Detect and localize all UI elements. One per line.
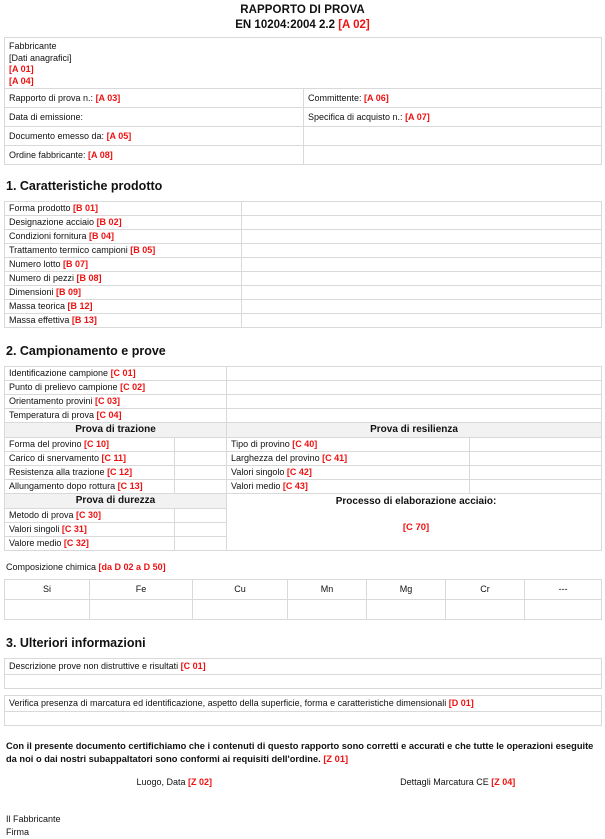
product-form-value[interactable] <box>242 202 602 216</box>
issued-by-label: Documento emesso da: <box>9 130 107 141</box>
chem-col-header: Mg <box>367 580 446 600</box>
footer-manufacturer-label: Il Fabbricante <box>6 814 61 824</box>
lot-number-label <box>5 258 242 272</box>
table-row <box>5 230 602 244</box>
table-row <box>5 696 602 712</box>
table-row <box>5 127 602 146</box>
manufacturer-label: Fabbricante <box>9 41 57 51</box>
table-row <box>5 258 602 272</box>
label-text: Trattamento termico campioni <box>9 245 131 255</box>
table-row <box>5 367 602 381</box>
chemical-composition-code: [da D 02 a D 50] <box>98 562 166 572</box>
place-date-code: [Z 02] <box>187 777 212 787</box>
client-cell <box>304 89 602 108</box>
label-text: Numero lotto <box>9 259 64 269</box>
steel-designation-label <box>5 216 242 230</box>
table-row <box>5 272 602 286</box>
chemical-composition-label <box>6 562 601 573</box>
section-1-heading: 1. Caratteristiche prodotto <box>6 179 163 193</box>
specimen-type-label <box>227 438 470 452</box>
table-header-row <box>5 580 602 600</box>
label-text: Valori singoli <box>9 524 62 534</box>
label-code: [C 02] <box>120 382 146 392</box>
marking-verification-label <box>5 696 602 712</box>
chem-value-cell[interactable] <box>193 600 288 620</box>
table-row <box>5 452 602 466</box>
label-code: [C 30] <box>76 510 102 520</box>
resilience-single-values-label <box>227 466 470 480</box>
label-text: Forma prodotto <box>9 203 74 213</box>
label-text: Massa effettiva <box>9 315 72 325</box>
specimen-shape-label <box>5 438 175 452</box>
label-text: Dimensioni <box>9 287 57 297</box>
ndt-description-label <box>5 659 602 675</box>
label-code: [C 01] <box>110 368 136 378</box>
tensile-strength-label <box>5 466 175 480</box>
table-row <box>5 466 602 480</box>
pieces-count-label <box>5 272 242 286</box>
label-code: [C 04] <box>96 410 122 420</box>
marking-verification-table <box>4 695 602 726</box>
tensile-test-header: Prova di trazione <box>5 423 227 438</box>
sampling-and-tests-table <box>4 366 602 551</box>
label-text: Punto di prelievo campione <box>9 382 121 392</box>
specimen-orientation-value[interactable] <box>227 395 602 409</box>
label-text: Temperatura di prova <box>9 410 97 420</box>
theoretical-mass-value[interactable] <box>242 300 602 314</box>
hardness-test-header: Prova di durezza <box>5 494 227 509</box>
label-code: [B 08] <box>76 273 102 283</box>
label-code: [C 40] <box>292 439 318 449</box>
document-subtitle <box>4 18 601 32</box>
hardness-mean-value-value[interactable] <box>175 537 227 551</box>
elongation-value[interactable] <box>175 480 227 494</box>
label-text: Identificazione campione <box>9 368 111 378</box>
manufacturer-sub-text: [Dati anagrafici] <box>9 52 72 63</box>
ce-marking-label: Dettagli Marcatura CE <box>400 777 492 787</box>
section-3-heading: 3. Ulteriori informazioni <box>6 636 146 650</box>
issue-date-cell <box>5 108 304 127</box>
theoretical-mass-label <box>5 300 242 314</box>
document-standard-code: [A 02] <box>338 19 370 31</box>
resilience-single-values-value[interactable] <box>470 466 602 480</box>
label-code: [C 31] <box>61 524 87 534</box>
sampling-point-label <box>5 381 227 395</box>
label-code: [C 42] <box>286 467 312 477</box>
elongation-label <box>5 480 175 494</box>
table-row <box>5 202 602 216</box>
issue-date-label: Data di emissione: <box>9 111 84 122</box>
manufacturer-sub <box>9 53 601 88</box>
table-row <box>5 89 602 108</box>
report-number-label: Rapporto di prova n.: <box>9 92 96 103</box>
sampling-point-value[interactable] <box>227 381 602 395</box>
label-code: [B 13] <box>71 315 97 325</box>
label-code: [B 12] <box>67 301 93 311</box>
table-row <box>5 438 602 452</box>
label-code: [D 01] <box>448 698 474 708</box>
label-text: Verifica presenza di marcatura ed identificazione, aspetto della superficie, forma e caratteristiche dimensionali <box>9 698 449 708</box>
label-text: Valori medio <box>231 481 283 491</box>
purchase-spec-code: [A 07] <box>405 111 430 122</box>
purchase-spec-cell <box>304 108 602 127</box>
actual-mass-value[interactable] <box>242 314 602 328</box>
header-empty-cell-2 <box>304 146 602 165</box>
sample-identification-label <box>5 367 227 381</box>
label-code: [C 10] <box>84 439 110 449</box>
footer-signature-block <box>4 813 601 839</box>
chem-value-cell[interactable] <box>367 600 446 620</box>
chem-value-cell[interactable] <box>5 600 90 620</box>
actual-mass-label <box>5 314 242 328</box>
label-code: [C 11] <box>101 453 127 463</box>
document-title: RAPPORTO DI PROVA <box>240 4 365 16</box>
issued-by-code: [A 05] <box>106 130 132 141</box>
declaration-text <box>6 740 599 765</box>
yield-strength-label <box>5 452 175 466</box>
label-text: Carico di snervamento <box>9 453 102 463</box>
label-text: Numero di pezzi <box>9 273 77 283</box>
chem-value-cell[interactable] <box>288 600 367 620</box>
document-title-block <box>4 0 601 32</box>
label-code: [C 41] <box>322 453 348 463</box>
delivery-conditions-label <box>5 230 242 244</box>
label-text: Forma del provino <box>9 439 85 449</box>
issued-by-cell <box>5 127 304 146</box>
heat-treatment-value[interactable] <box>242 244 602 258</box>
dimensions-value[interactable] <box>242 286 602 300</box>
ce-marking-field <box>314 777 601 787</box>
delivery-conditions-value[interactable] <box>242 230 602 244</box>
table-row <box>5 300 602 314</box>
label-code: [C 43] <box>282 481 308 491</box>
client-code: [A 06] <box>364 92 389 103</box>
product-form-label <box>5 202 242 216</box>
steel-process-title: Processo di elaborazione acciaio: <box>335 496 497 507</box>
dimensions-label <box>5 286 242 300</box>
label-code: [C 32] <box>63 538 89 548</box>
chem-col-header: Fe <box>90 580 193 600</box>
test-temperature-label <box>5 409 227 423</box>
yield-strength-value[interactable] <box>175 452 227 466</box>
signature-row <box>4 777 601 787</box>
label-code: [B 02] <box>96 217 122 227</box>
table-row <box>5 381 602 395</box>
product-characteristics-table <box>4 201 602 328</box>
manufacturer-order-code: [A 08] <box>88 149 113 160</box>
resilience-mean-value-value[interactable] <box>470 480 602 494</box>
label-text: Larghezza del provino <box>231 453 323 463</box>
table-row <box>5 286 602 300</box>
label-text: Metodo di prova <box>9 510 77 520</box>
label-text: Valori singolo <box>231 467 287 477</box>
tensile-strength-value[interactable] <box>175 466 227 480</box>
label-text: Tipo di provino <box>231 439 293 449</box>
hardness-mean-value-label <box>5 537 175 551</box>
label-code: [C 03] <box>95 396 121 406</box>
label-text: Designazione acciaio <box>9 217 97 227</box>
chem-value-cell[interactable] <box>446 600 525 620</box>
chem-value-cell[interactable] <box>525 600 602 620</box>
chem-col-header: --- <box>525 580 602 600</box>
specimen-type-value[interactable] <box>470 438 602 452</box>
table-row <box>5 675 602 689</box>
chem-col-header: Si <box>5 580 90 600</box>
label-text: Valore medio <box>9 538 64 548</box>
label-code: [C 01] <box>180 661 206 671</box>
chem-col-header: Mn <box>288 580 367 600</box>
hardness-method-value[interactable] <box>175 509 227 523</box>
label-text: Allungamento dopo rottura <box>9 481 118 491</box>
specimen-width-value[interactable] <box>470 452 602 466</box>
label-text: Descrizione prove non distruttive e risultati <box>9 661 181 671</box>
header-empty-cell-1 <box>304 127 602 146</box>
test-temperature-value[interactable] <box>227 409 602 423</box>
table-row <box>5 314 602 328</box>
ndt-description-table <box>4 658 602 689</box>
hardness-method-label <box>5 509 175 523</box>
steel-process-code: [C 70] <box>402 522 430 533</box>
label-code: [C 13] <box>117 481 143 491</box>
section-2-heading: 2. Campionamento e prove <box>6 344 166 358</box>
client-label: Committente: <box>308 92 365 103</box>
marking-verification-value[interactable] <box>5 712 602 726</box>
table-row <box>5 423 602 438</box>
declaration-code: [Z 01] <box>323 753 349 764</box>
heat-treatment-label <box>5 244 242 258</box>
ndt-description-value[interactable] <box>5 675 602 689</box>
label-text: Condizioni fornitura <box>9 231 90 241</box>
document-standard-text: EN 10204:2004 2.2 <box>235 19 339 31</box>
manufacturer-code-1: [A 01] <box>9 64 34 74</box>
header-info-table <box>4 37 602 165</box>
ce-marking-code: [Z 04] <box>491 777 516 787</box>
table-row <box>5 409 602 423</box>
sample-identification-value[interactable] <box>227 367 602 381</box>
label-code: [B 05] <box>130 245 156 255</box>
specimen-shape-value[interactable] <box>175 438 227 452</box>
chem-col-header: Cr <box>446 580 525 600</box>
table-row <box>5 659 602 675</box>
resilience-mean-value-label <box>227 480 470 494</box>
specimen-width-label <box>227 452 470 466</box>
chem-value-cell[interactable] <box>90 600 193 620</box>
report-number-code: [A 03] <box>95 92 121 103</box>
pieces-count-value[interactable] <box>242 272 602 286</box>
label-code: [B 04] <box>89 231 115 241</box>
label-code: [C 12] <box>107 467 133 477</box>
manufacturer-cell <box>5 38 602 89</box>
chemical-composition-table <box>4 579 602 620</box>
place-date-label: Luogo, Data <box>136 777 188 787</box>
resilience-test-header: Prova di resilienza <box>227 423 602 438</box>
table-row <box>5 108 602 127</box>
label-code: [B 09] <box>56 287 82 297</box>
declaration-body: Con il presente documento certifichiamo che i contenuti di questo rapporto sono corretti e accurati e che tutte le operazioni eseguite da noi o dai nostri subappaltatori sono conformi ai requisiti dell'ordine. <box>6 741 594 764</box>
hardness-single-values-value[interactable] <box>175 523 227 537</box>
label-code: [B 07] <box>63 259 89 269</box>
manufacturer-code-2: [A 04] <box>9 75 34 86</box>
lot-number-value[interactable] <box>242 258 602 272</box>
manufacturer-order-label: Ordine fabbricante: <box>9 149 89 160</box>
table-row <box>5 216 602 230</box>
place-date-field <box>4 777 314 787</box>
report-number-cell <box>5 89 304 108</box>
table-row <box>5 712 602 726</box>
label-text: Massa teorica <box>9 301 68 311</box>
label-text: Resistenza alla trazione <box>9 467 108 477</box>
manufacturer-order-cell <box>5 146 304 165</box>
specimen-orientation-label <box>5 395 227 409</box>
chemical-composition-text: Composizione chimica <box>6 562 99 572</box>
table-row <box>5 244 602 258</box>
table-row <box>5 146 602 165</box>
steel-designation-value[interactable] <box>242 216 602 230</box>
table-row <box>5 600 602 620</box>
table-row <box>5 480 602 494</box>
chem-col-header: Cu <box>193 580 288 600</box>
table-row <box>5 395 602 409</box>
purchase-spec-label: Specifica di acquisto n.: <box>308 111 406 122</box>
steel-process-cell <box>227 494 602 551</box>
footer-signature-label: Firma <box>6 827 29 837</box>
table-row <box>5 38 602 89</box>
label-text: Orientamento provini <box>9 396 96 406</box>
label-code: [B 01] <box>73 203 99 213</box>
table-row <box>5 494 602 509</box>
hardness-single-values-label <box>5 523 175 537</box>
